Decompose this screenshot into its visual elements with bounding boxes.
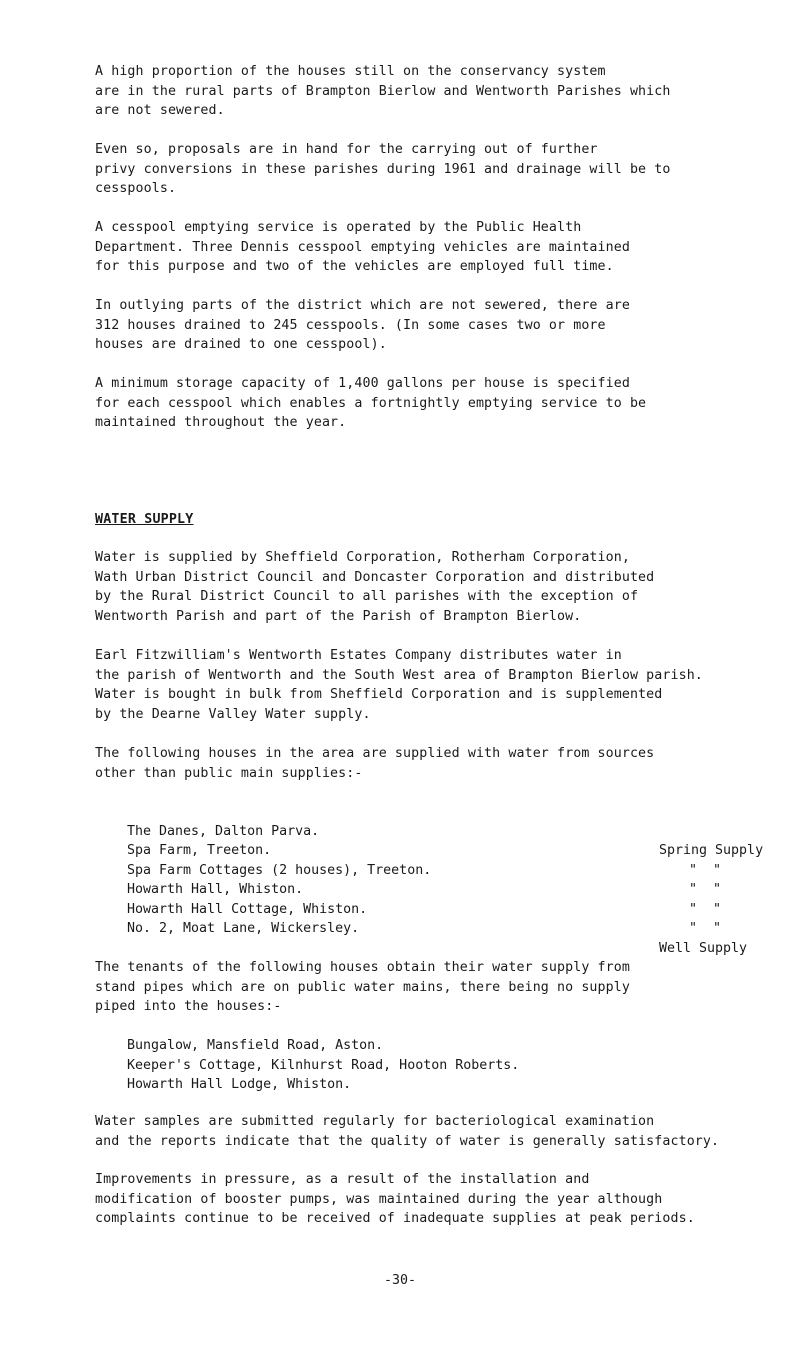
house-name: Howarth Hall, Whiston. bbox=[127, 882, 304, 897]
page-number: -30- bbox=[383, 1273, 417, 1288]
supply-source-list bbox=[127, 802, 764, 956]
paragraph-wentworth-estates: Earl Fitzwilliam's Wentworth Estates Company distributes water in the parish of Wentworth and the South West area of Brampton Bierlow parish. Water is bought in bulk from Sheffield Corporation and is supplemented by the Dearne Valley Water supply. bbox=[95, 648, 703, 722]
paragraph-conservancy-system: A high proportion of the houses still on the conservancy system are in the rural parts of Brampton Bierlow and Wentworth Parishes which are not sewered. bbox=[95, 64, 671, 118]
supply-source: " " bbox=[689, 882, 722, 897]
paragraph-storage-capacity: A minimum storage capacity of 1,400 gallons per house is specified for each cesspool which enables a fortnightly emptying service to be maintained throughout the year. bbox=[95, 376, 647, 430]
list-item: Keeper's Cottage, Kilnhurst Road, Hooton Roberts. bbox=[127, 1057, 520, 1073]
house-name: The Danes, Dalton Parva. bbox=[127, 823, 320, 839]
supply-source: Well Supply bbox=[659, 940, 748, 956]
paragraph-water-samples: Water samples are submitted regularly for bacteriological examination and the reports indicate that the quality of water is generally satisfactory. bbox=[95, 1114, 720, 1149]
supply-source: " " bbox=[689, 862, 722, 878]
house-name: No. 2, Moat Lane, Wickersley. bbox=[127, 921, 360, 936]
list-item: Howarth Hall Lodge, Whiston. bbox=[127, 1077, 352, 1092]
paragraph-cesspool-counts: In outlying parts of the district which are not sewered, there are 312 houses drained to 245 cesspools. (In some cases two or more houses are drained to one cesspool). bbox=[95, 298, 630, 352]
house-name: Spa Farm Cottages (2 houses), Treeton. bbox=[127, 862, 432, 878]
paragraph-water-suppliers: Water is supplied by Sheffield Corporation, Rotherham Corporation, Wath Urban District Council and Doncaster Corporation and distributed by the Rural District Council to all parishes with the exception of Wentworth Parish and part of the Parish of Brampton Bierlow. bbox=[95, 550, 655, 624]
house-name: Spa Farm, Treeton. bbox=[127, 843, 272, 858]
paragraph-other-sources-intro: The following houses in the area are supplied with water from sources other than public main supplies:- bbox=[95, 746, 655, 781]
supply-source: " " bbox=[689, 901, 722, 917]
paragraph-pressure-improvements: Improvements in pressure, as a result of the installation and modification of booster pumps, was maintained during the year although complaints continue to be received of inadequate supplies at peak periods. bbox=[95, 1172, 695, 1226]
paragraph-privy-conversions: Even so, proposals are in hand for the carrying out of further privy conversions in these parishes during 1961 and drainage will be to cesspools. bbox=[95, 142, 671, 196]
paragraph-stand-pipes-intro: The tenants of the following houses obtain their water supply from stand pipes which are on public water mains, there being no supply piped into the houses:- bbox=[95, 960, 630, 1014]
list-item: Bungalow, Mansfield Road, Aston. bbox=[127, 1038, 384, 1053]
stand-pipe-list bbox=[127, 1036, 519, 1095]
section-heading-water-supply: WATER SUPPLY bbox=[95, 512, 194, 527]
list-item bbox=[127, 900, 748, 956]
paragraph-cesspool-service: A cesspool emptying service is operated by the Public Health Department. Three Dennis cesspool emptying vehicles are maintained for this purpose and two of the vehicles are employed full time. bbox=[95, 220, 630, 274]
supply-source: " " bbox=[689, 921, 722, 936]
supply-source: Spring Supply bbox=[659, 843, 764, 858]
house-name: Howarth Hall Cottage, Whiston. bbox=[127, 901, 368, 917]
